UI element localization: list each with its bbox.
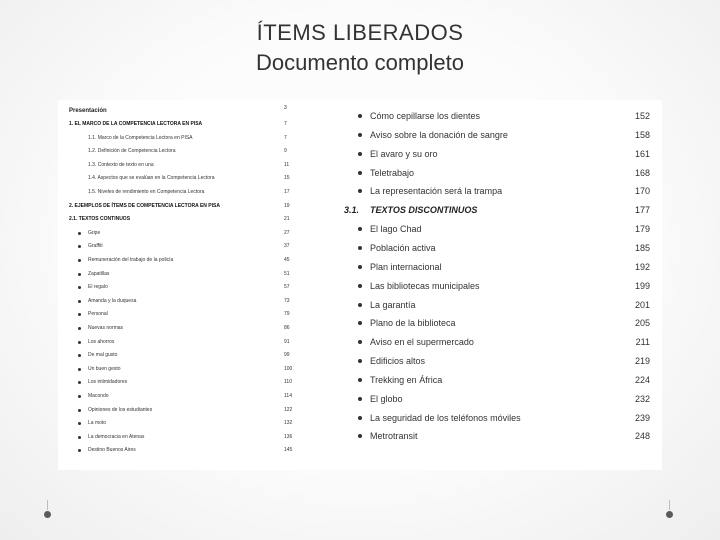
- toc-left-row: [58, 337, 298, 347]
- bullet-icon: [358, 416, 362, 420]
- bullet-icon: [78, 409, 81, 412]
- toc-entry-page: 170: [634, 186, 650, 197]
- toc-entry-page: 192: [634, 261, 650, 272]
- toc-left-row: [58, 133, 298, 143]
- toc-entry-page: 45: [284, 257, 290, 263]
- slide-subtitle: Documento completo: [256, 50, 464, 75]
- toc-heading-page: 3: [284, 105, 287, 111]
- toc-left-row: [58, 432, 298, 442]
- bullet-icon: [78, 259, 81, 262]
- toc-entry-title: El regalo: [88, 284, 108, 291]
- toc-entry-title: Los ahorros: [88, 338, 115, 345]
- toc-entry-title: De mal gusto: [88, 352, 118, 359]
- toc-entry-title: Plano de la biblioteca: [370, 318, 456, 329]
- bullet-icon: [358, 114, 362, 118]
- toc-entry-page: 9: [284, 148, 287, 155]
- toc-entry-page: 110: [284, 379, 292, 386]
- toc-entry-title: Un buen gesto: [88, 365, 121, 372]
- toc-entry-page: 11: [284, 161, 290, 168]
- toc-entry-title: Opiniones de los estudiantes: [88, 406, 153, 413]
- toc-entry-title: Zapatillas: [88, 270, 110, 277]
- toc-entry-page: 177: [634, 205, 650, 216]
- toc-entry-title: 1.5. Niveles de rendimiento en Competencia Lectora: [88, 189, 205, 195]
- toc-entry-page: 17: [284, 189, 290, 195]
- toc-entry-title: TEXTOS DISCONTINUOS: [370, 205, 478, 216]
- bullet-icon: [358, 378, 362, 382]
- toc-entry-title: La seguridad de los teléfonos móviles: [370, 412, 521, 423]
- toc-entry-page: 21: [284, 216, 290, 223]
- toc-right-row: [350, 126, 654, 144]
- bullet-icon: [78, 395, 81, 398]
- toc-entry-page: 86: [284, 325, 290, 331]
- toc-entry-page: 224: [634, 374, 650, 385]
- bullet-icon: [358, 265, 362, 269]
- bullet-icon: [78, 232, 81, 235]
- toc-section-row: [344, 201, 654, 219]
- toc-right-row: [350, 296, 654, 314]
- toc-left-row: [58, 146, 298, 156]
- toc-entry-page: 19: [284, 202, 290, 209]
- toc-right-row: [350, 371, 654, 389]
- toc-left-row: [58, 282, 298, 292]
- toc-entry-page: 122: [284, 406, 293, 413]
- toc-entry-title: El avaro y su oro: [370, 148, 438, 159]
- toc-entry-page: 219: [634, 356, 650, 367]
- bullet-icon: [358, 340, 362, 344]
- toc-entry-page: 158: [634, 129, 650, 140]
- toc-right-row: [350, 182, 654, 200]
- toc-entry-title: Nuevas normas: [88, 325, 124, 331]
- toc-entry-page: 37: [284, 243, 290, 250]
- bullet-icon: [78, 313, 81, 316]
- bullet-icon: [78, 354, 81, 357]
- toc-entry-title: El lago Chad: [370, 224, 422, 235]
- bullet-icon: [78, 273, 81, 276]
- toc-entry-page: 114: [284, 393, 292, 399]
- bullet-icon: [358, 284, 362, 288]
- toc-entry-title: Cómo cepillarse los dientes: [370, 111, 481, 121]
- toc-entry-page: 7: [284, 134, 287, 141]
- toc-entry-title: La democracia en Atenas: [88, 433, 145, 440]
- toc-entry-page: 211: [635, 337, 650, 348]
- toc-left-row: [58, 309, 298, 319]
- bullet-icon: [78, 381, 81, 384]
- toc-entry-title: Aviso en el supermercado: [370, 337, 474, 348]
- corner-ornament-right: [664, 508, 676, 522]
- toc-left-row: [58, 296, 298, 306]
- toc-entry-title: Metrotransit: [370, 431, 418, 442]
- toc-entry-title: Personal: [88, 311, 108, 318]
- toc-left-row: [58, 214, 298, 224]
- toc-heading: Presentación: [69, 108, 107, 114]
- toc-left-row: [58, 119, 298, 129]
- toc-entry-page: 205: [634, 318, 650, 329]
- bullet-icon: [358, 152, 362, 156]
- bullet-icon: [78, 300, 81, 303]
- toc-right-row: [350, 333, 654, 351]
- toc-entry-page: 51: [284, 270, 290, 277]
- toc-entry-page: 185: [634, 242, 650, 253]
- toc-entry-title: Trekking en África: [370, 374, 443, 385]
- toc-entry-page: 179: [634, 224, 650, 235]
- bullet-icon: [358, 171, 362, 175]
- toc-entry-page: 152: [634, 111, 650, 121]
- toc-right-row: [350, 239, 654, 257]
- toc-entry-page: 239: [634, 412, 650, 423]
- toc-entry-page: 91: [284, 338, 290, 345]
- section-number: 3.1.: [344, 205, 360, 216]
- toc-entry-title: El globo: [370, 393, 403, 404]
- toc-left-row: [58, 350, 298, 360]
- bullet-icon: [358, 133, 362, 137]
- toc-entry-title: Plan internacional: [370, 261, 442, 272]
- toc-left-row: [58, 445, 298, 455]
- toc-entry-title: 1.3. Contexto de texto en una: [88, 161, 154, 168]
- toc-left-row: [58, 241, 298, 251]
- toc-entry-title: Los intimidadores: [88, 379, 128, 386]
- bullet-icon: [358, 246, 362, 250]
- bullet-icon: [358, 189, 362, 193]
- bullet-icon: [358, 397, 362, 401]
- toc-entry-page: 201: [634, 299, 650, 310]
- toc-entry-title: 2.1. TEXTOS CONTINUOS: [69, 216, 131, 223]
- toc-entry-page: 100: [284, 365, 293, 372]
- toc-right-row: [350, 277, 654, 295]
- bullet-icon: [78, 245, 81, 248]
- toc-entry-page: 168: [634, 167, 650, 178]
- toc-entry-page: 136: [284, 433, 293, 440]
- toc-right-row: [350, 409, 654, 427]
- document-page: [58, 100, 662, 470]
- toc-entry-page: 79: [284, 311, 290, 318]
- toc-left-row: [58, 201, 298, 211]
- toc-entry-page: 27: [284, 229, 290, 236]
- toc-left-row: [58, 377, 298, 387]
- bullet-icon: [78, 341, 81, 344]
- bullet-icon: [78, 327, 81, 330]
- toc-entry-page: 57: [284, 284, 290, 291]
- toc-entry-page: 145: [284, 447, 293, 454]
- toc-entry-page: 73: [284, 297, 290, 304]
- toc-entry-title: Edificios altos: [370, 356, 426, 367]
- toc-entry-page: 7: [284, 121, 287, 127]
- toc-entry-title: Aviso sobre la donación de sangre: [370, 129, 508, 140]
- toc-entry-title: Destino Buenos Aires: [88, 447, 136, 454]
- toc-entry-title: La representación será la trampa: [370, 186, 503, 197]
- toc-right-row: [350, 258, 654, 276]
- toc-entry-title: Macondo: [88, 393, 109, 399]
- toc-entry-page: 161: [634, 148, 650, 159]
- toc-entry-title: Las bibliotecas municipales: [370, 280, 480, 291]
- toc-entry-page: 248: [634, 431, 650, 442]
- toc-entry-title: 1.2. Definición de Competencia Lectora: [88, 148, 176, 155]
- toc-left-row: [58, 160, 298, 170]
- toc-left-row: [58, 269, 298, 279]
- bullet-icon: [78, 449, 81, 452]
- toc-right-row: [350, 427, 654, 445]
- toc-entry-title: 1.4. Aspectos que se evalúan en la Competencia Lectora: [88, 175, 215, 182]
- toc-left-row: [58, 418, 298, 428]
- toc-entry-title: La garantía: [370, 299, 416, 310]
- bullet-icon: [78, 422, 81, 425]
- toc-left-row: [58, 405, 298, 415]
- toc-entry-page: 132: [284, 420, 293, 427]
- corner-ornament-left: [42, 508, 54, 522]
- toc-entry-title: Población activa: [370, 242, 436, 253]
- toc-left-row: [58, 323, 298, 333]
- toc-right-row: [350, 314, 654, 332]
- toc-left-row: [58, 391, 298, 401]
- toc-entry-title: 1.1. Marco de la Competencia Lectora en PISA: [88, 134, 193, 141]
- toc-left-row: [58, 228, 298, 238]
- bullet-icon: [78, 436, 81, 439]
- toc-left-row: [58, 364, 298, 374]
- toc-right-row: [350, 164, 654, 182]
- toc-right-row: [350, 352, 654, 370]
- toc-entry-title: 1. EL MARCO DE LA COMPETENCIA LECTORA EN PISA: [69, 121, 203, 127]
- toc-entry-page: 99: [284, 352, 290, 359]
- toc-entry-title: Gripe: [88, 229, 101, 236]
- toc-entry-page: 199: [634, 280, 650, 291]
- bullet-icon: [358, 303, 362, 307]
- toc-entry-title: Amanda y la duquesa: [88, 297, 137, 304]
- bullet-icon: [78, 368, 81, 371]
- toc-entry-title: La moto: [88, 420, 107, 427]
- bullet-icon: [358, 359, 362, 363]
- toc-entry-title: Graffiti: [88, 243, 103, 250]
- toc-entry-page: 232: [634, 393, 650, 404]
- toc-entry-title: 2. EJEMPLOS DE ÍTEMS DE COMPETENCIA LECTORA EN PISA: [69, 202, 220, 209]
- toc-entry-title: Remuneración del trabajo de la policía: [88, 257, 174, 263]
- toc-entry-page: 15: [284, 175, 290, 182]
- bullet-icon: [358, 321, 362, 325]
- bullet-icon: [358, 434, 362, 438]
- bullet-icon: [78, 286, 81, 289]
- slide-title: ÍTEMS LIBERADOS: [256, 20, 464, 45]
- toc-left-row: [58, 187, 298, 197]
- toc-right-row: [350, 220, 654, 238]
- bullet-icon: [358, 227, 362, 231]
- toc-left-row: [58, 173, 298, 183]
- toc-right-row: [350, 390, 654, 408]
- toc-entry-title: Teletrabajo: [370, 167, 415, 178]
- toc-right-row: [350, 107, 654, 125]
- toc-right-row: [350, 145, 654, 163]
- toc-left-row: [58, 255, 298, 265]
